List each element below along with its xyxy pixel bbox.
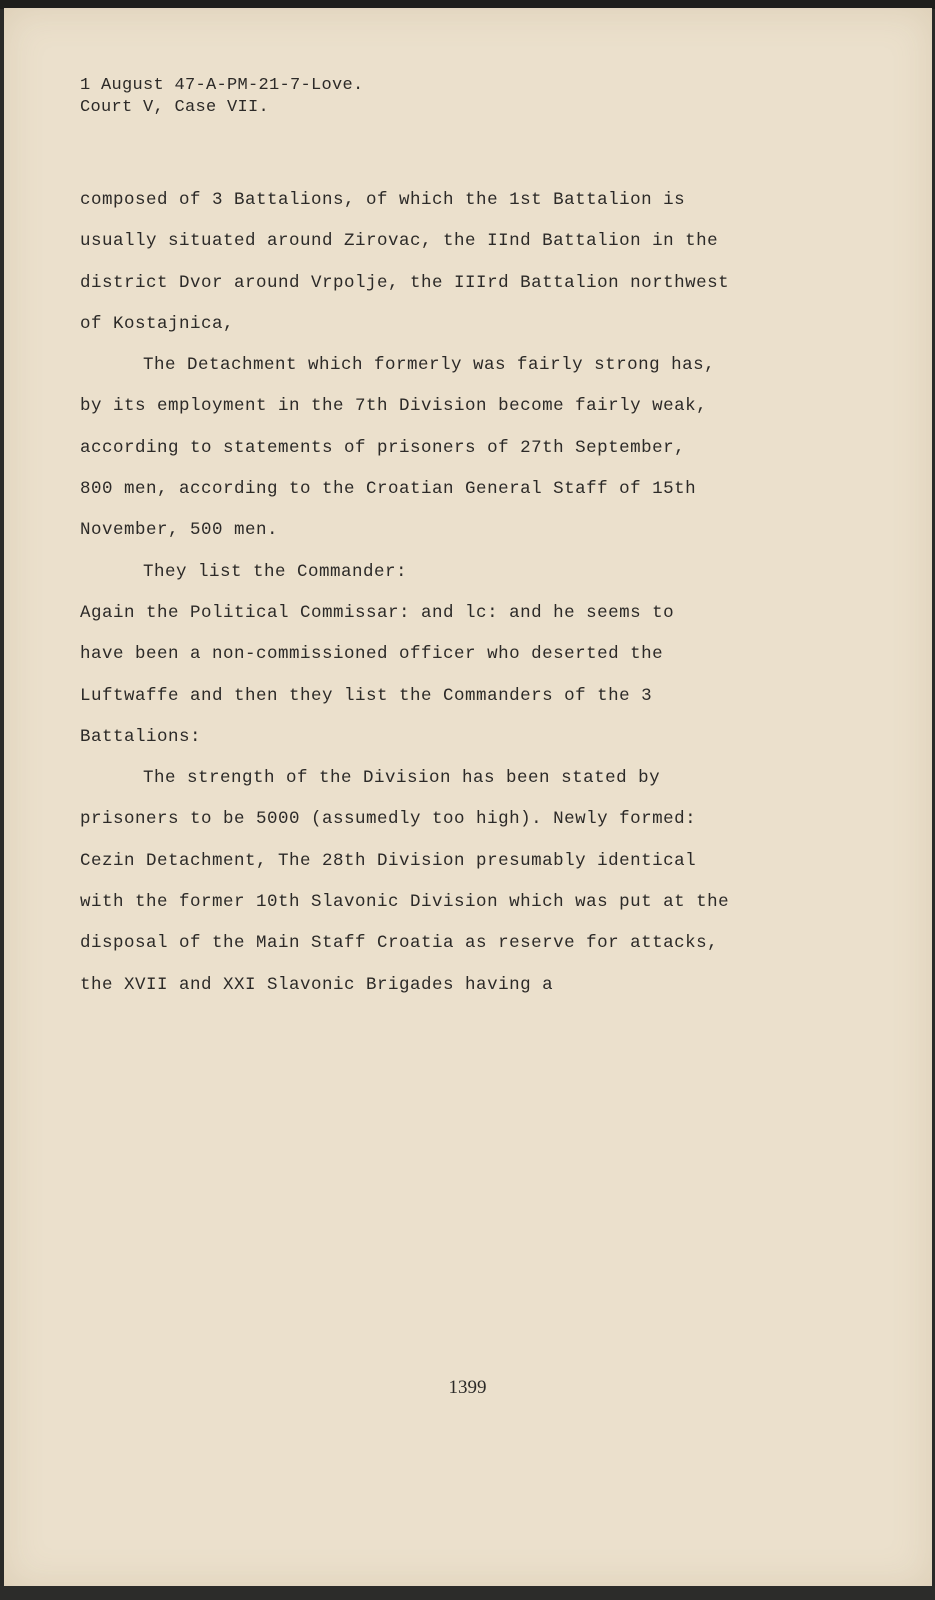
body-line: 800 men, according to the Croatian General Staff of 15th xyxy=(80,479,697,500)
body-line: composed of 3 Battalions, of which the 1st Battalion is xyxy=(80,190,686,210)
body-line: November, 500 men. xyxy=(80,520,279,541)
body-line: Cezin Detachment, The 28th Division presumably identical xyxy=(80,850,697,871)
header-court-case: Court V, Case VII. xyxy=(80,98,270,117)
body-line: the XVII and XXI Slavonic Brigades having a xyxy=(80,974,554,995)
body-line: Luftwaffe and then they list the Commanders of the 3 xyxy=(80,685,653,706)
body-line: The strength of the Division has been stated by xyxy=(143,768,661,789)
scan-bottom-edge xyxy=(0,1586,935,1600)
body-line: Battalions: xyxy=(80,726,202,747)
body-line: district Dvor around Vrpolje, the IIIrd Battalion northwest xyxy=(80,272,730,293)
body-line: They list the Commander: xyxy=(143,561,408,582)
document-body xyxy=(80,180,800,1006)
body-line: disposal of the Main Staff Croatia as reserve for attacks, xyxy=(80,933,719,954)
body-line: Again the Political Commissar: and lc: and he seems to xyxy=(80,602,675,623)
body-line: according to statements of prisoners of 27th September, xyxy=(80,437,686,458)
body-line: prisoners to be 5000 (assumedly too high). Newly formed: xyxy=(80,809,697,830)
document-header xyxy=(80,75,364,119)
body-line: have been a non-commissioned officer who deserted the xyxy=(80,644,664,665)
body-line: of Kostajnica, xyxy=(80,313,235,334)
body-line: by its employment in the 7th Division become fairly weak, xyxy=(80,396,708,417)
page-number: 1399 xyxy=(448,1377,487,1398)
header-date-reference: 1 August 47-A-PM-21-7-Love. xyxy=(80,76,364,95)
body-line: The Detachment which formerly was fairly strong has, xyxy=(143,355,716,376)
body-line: with the former 10th Slavonic Division which was put at the xyxy=(80,892,730,913)
body-line: usually situated around Zirovac, the IInd Battalion in the xyxy=(80,231,719,252)
